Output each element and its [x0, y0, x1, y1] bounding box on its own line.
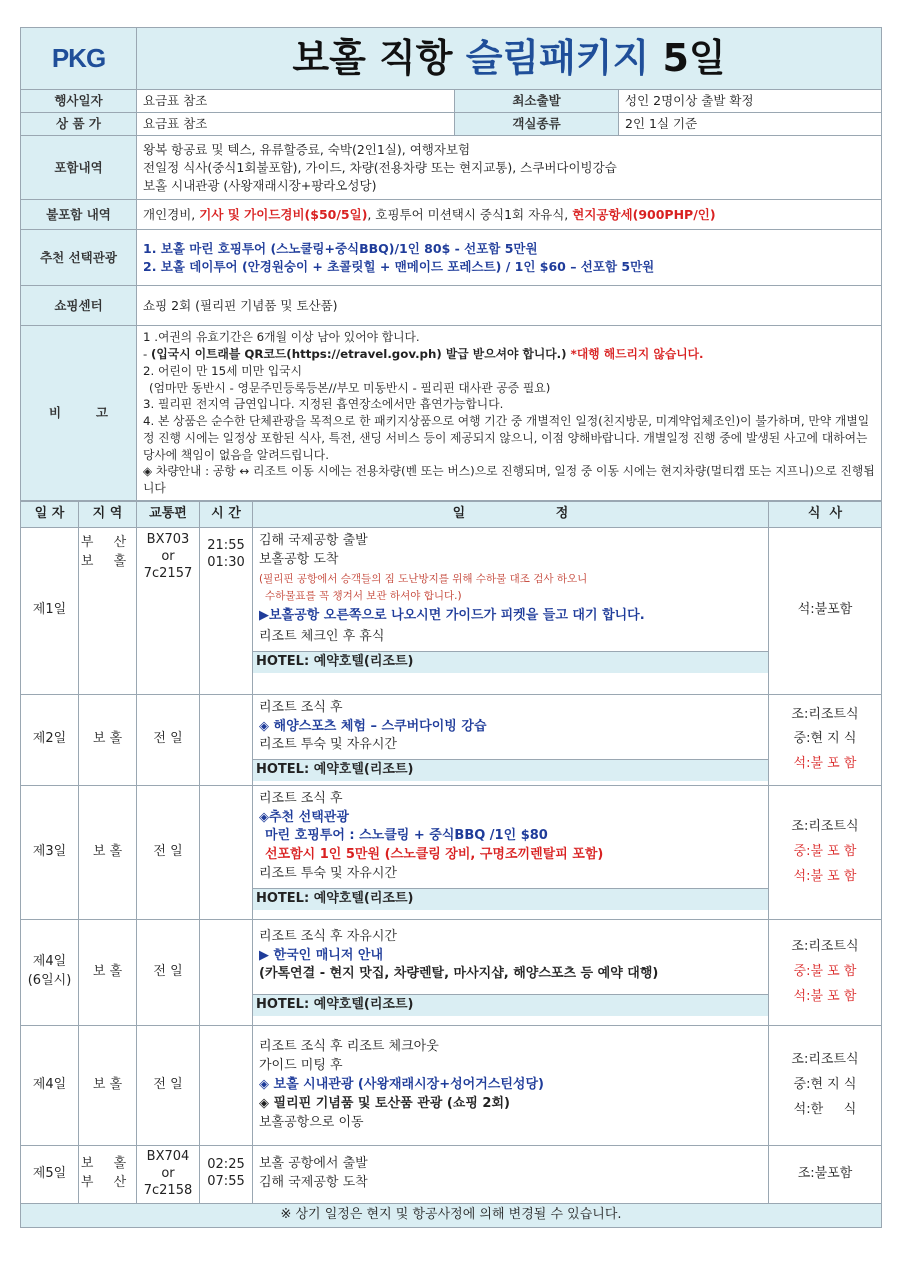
col-time: 시 간: [200, 501, 253, 527]
transport: 전 일: [137, 785, 200, 919]
transport: 전 일: [137, 694, 200, 785]
col-region: 지 역: [79, 501, 137, 527]
time: [200, 1025, 253, 1145]
day-label: 제1일: [21, 527, 79, 694]
hotel-label: HOTEL: 예약호텔(리조트): [252, 994, 769, 1016]
region: 보 홀: [79, 694, 137, 785]
region: 보 홀: [79, 785, 137, 919]
meals: 조:리조트식 중:불 포 함 석:불 포 함: [769, 919, 882, 1025]
transport: BX703 or 7c2157: [137, 527, 200, 694]
region: 보 홀 부 산: [79, 1145, 137, 1203]
meals: 조:리조트식 중:현 지 식 석:한 식: [769, 1025, 882, 1145]
transport: BX704 or 7c2158: [137, 1145, 200, 1203]
time: 21:55 01:30: [200, 527, 253, 694]
notes-label: 비 고: [21, 326, 137, 501]
day-label: 제5일: [21, 1145, 79, 1203]
col-meals: 식 사: [769, 501, 882, 527]
excluded-label: 불포함 내역: [21, 200, 137, 230]
table-row: [21, 527, 882, 694]
col-transport: 교통편: [137, 501, 200, 527]
time: [200, 919, 253, 1025]
excluded-value: 개인경비, 기사 및 가이드경비($50/5일), 호핑투어 미션택시 중식1회 자유식, 현지공항세(900PHP/인): [137, 200, 882, 230]
transport: 전 일: [137, 919, 200, 1025]
col-day: 일 자: [21, 501, 79, 527]
table-row: [21, 694, 882, 785]
time: [200, 785, 253, 919]
itinerary-document: [20, 27, 881, 1228]
optional-tour-value: 1. 보홀 마린 호핑투어 (스노쿨링+중식BBQ)/1인 80$ - 선포함 5만원 2. 보홀 데이투어 (안경원숭이 + 초콜릿힐 + 맨메이드 포레스트) / 1인 $60 – 선포함 5만원: [137, 230, 882, 286]
page-title: 보홀 직항 슬림패키지 5일: [137, 28, 882, 90]
time: [200, 694, 253, 785]
price-value: 요금표 참조: [137, 113, 455, 136]
meals: 조:불포함: [769, 1145, 882, 1203]
meals: 조:리조트식 중:현 지 식 석:불 포 함: [769, 694, 882, 785]
schedule-table: [20, 501, 882, 1228]
itinerary: 리조트 조식 후 ◈ 해양스포츠 체험 – 스쿠버다이빙 강습 리조트 투숙 및 자유시간 HOTEL: 예약호텔(리조트): [253, 694, 769, 785]
shopping-label: 쇼핑센터: [21, 286, 137, 326]
itinerary: 보홀 공항에서 출발 김해 국제공항 도착: [253, 1145, 769, 1203]
itinerary: 리조트 조식 후 리조트 체크아웃 가이드 미팅 후 ◈ 보홀 시내관광 (사왕재래시장+성어거스틴성당) ◈ 필리핀 기념품 및 토산품 관광 (쇼핑 2회) 보홀공항으로 이동: [253, 1025, 769, 1145]
meals: 석:불포함: [769, 527, 882, 694]
room-type-label: 객실종류: [455, 113, 619, 136]
day-label: 제4일 (6일시): [21, 919, 79, 1025]
shopping-value: 쇼핑 2회 (필리핀 기념품 및 토산품): [137, 286, 882, 326]
hotel-label: HOTEL: 예약호텔(리조트): [252, 759, 769, 781]
table-row: [21, 1025, 882, 1145]
day-label: 제3일: [21, 785, 79, 919]
col-itinerary: 일 정: [253, 501, 769, 527]
day-label: 제4일: [21, 1025, 79, 1145]
day-label: 제2일: [21, 694, 79, 785]
logo: PKG: [21, 28, 137, 90]
price-label: 상 품 가: [21, 113, 137, 136]
included-label: 포함내역: [21, 136, 137, 200]
room-type-value: 2인 1실 기준: [619, 113, 882, 136]
transport: 전 일: [137, 1025, 200, 1145]
itinerary: 김해 국제공항 출발 보홀공항 도착 (필리핀 공항에서 승객들의 짐 도난방지를 위해 수하물 대조 검사 하오니 수하물표를 꼭 챙겨서 보관 하셔야 합니다.) ▶보홀공항 오른쪽으로 나오시면 가이드가 피켓을 들고 대기 합니다. 리조트 체크인 후 휴식 HOTEL: 예약호텔(리조트): [253, 527, 769, 694]
min-depart-label: 최소출발: [455, 90, 619, 113]
itinerary: 리조트 조식 후 ◈추천 선택관광 마린 호핑투어 : 스노클링 + 중식BBQ /1인 $80 선포함시 1인 5만원 (스노클링 장비, 구명조끼렌탈피 포함) 리조트 투숙 및 자유시간 HOTEL: 예약호텔(리조트): [253, 785, 769, 919]
optional-tour-label: 추천 선택관광: [21, 230, 137, 286]
notes-value: 1 .여권의 유효기간은 6개월 이상 남아 있어야 합니다. - (입국시 이트래블 QR코드(https://etravel.gov.ph) 발급 받으셔야 합니다.) *대행 해드리지 않습니다. 2. 어린이 만 15세 미만 입국시 (엄마만 동반시 - 영문주민등록등본//부모 미동반시 - 필리핀 대사관 공증 필요) 3. 필리핀 전지역 금연입니다. 지정된 흡연장소에서만 흡연가능합니다. 4. 본 상품은 순수한 단체관광을 목적으로 한 패키지상품으로 여행 기간 중 개별적인 일정(친지방문, 미계약업체조인)이 불가하며, 만약 개별일정 진행 시에는 일정상 포함된 식사, 특전, 샌딩 서비스 등이 제공되지 않으니, 이점 양해바랍니다. 개별일정 진행 중에 발생된 사고에 대하여는 당사에 책임이 없음을 알려드립니다. ◈ 차량안내 : 공항 ↔ 리조트 이동 시에는 전용차량(벤 또는 버스)으로 진행되며, 일정 중 이동 시에는 현지차량(멀티캡 또는 지프니)으로 진행됩니다: [137, 326, 882, 501]
table-row: [21, 1145, 882, 1203]
hotel-label: HOTEL: 예약호텔(리조트): [252, 888, 769, 910]
meals: 조:리조트식 중:불 포 함 석:불 포 함: [769, 785, 882, 919]
table-row: [21, 919, 882, 1025]
region: 보 홀: [79, 1025, 137, 1145]
hotel-label: HOTEL: 예약호텔(리조트): [252, 651, 769, 673]
itinerary: 리조트 조식 후 자유시간 ▶ 한국인 매니저 안내 (카톡연결 - 현지 맛집, 차량렌탈, 마사지샵, 해양스포츠 등 예약 대행) HOTEL: 예약호텔(리조트): [253, 919, 769, 1025]
info-table: [20, 27, 882, 501]
event-date-label: 행사일자: [21, 90, 137, 113]
table-row: [21, 785, 882, 919]
time: 02:25 07:55: [200, 1145, 253, 1203]
region: 보 홀: [79, 919, 137, 1025]
region: 부 산 보 홀: [79, 527, 137, 694]
footer-notice: ※ 상기 일정은 현지 및 항공사정에 의해 변경될 수 있습니다.: [21, 1203, 882, 1227]
min-depart-value: 성인 2명이상 출발 확정: [619, 90, 882, 113]
event-date-value: 요금표 참조: [137, 90, 455, 113]
included-value: 왕복 항공료 및 텍스, 유류할증료, 숙박(2인1실), 여행자보험 전일정 식사(중식1회불포함), 가이드, 차량(전용차량 또는 현지교통), 스쿠버다이빙강습 보홀 시내관광 (사왕재래시장+팡라오성당): [137, 136, 882, 200]
